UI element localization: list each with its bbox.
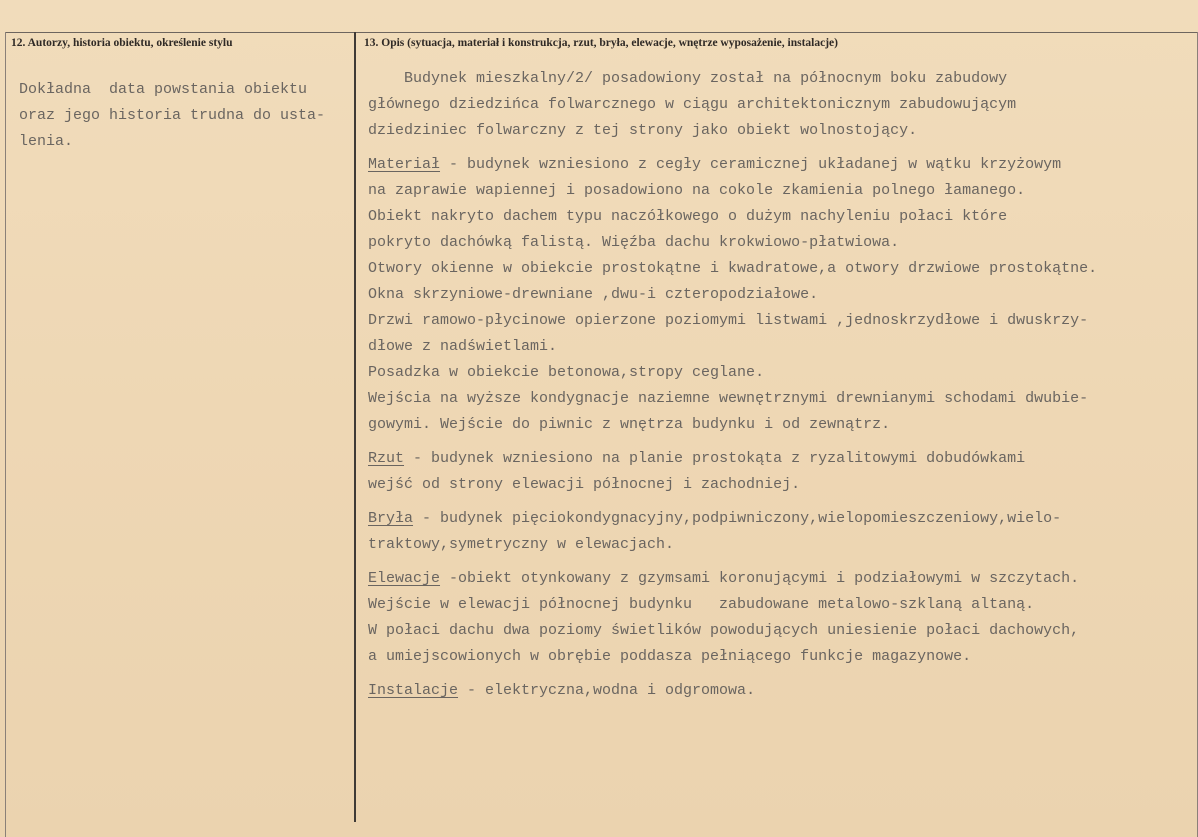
material-line: pokryto dachówką falistą. Więźba dachu krokwiowo-płatwiowa.: [368, 234, 900, 251]
bryla-label: Bryła: [368, 510, 414, 527]
instalacje-first-text: - elektryczna,wodna i odgromowa.: [458, 682, 756, 699]
intro-paragraph: [368, 66, 1193, 144]
bryla-first-line: [368, 506, 1193, 532]
material-line: Okna skrzyniowe-drewniane ,dwu-i czteropodziałowe.: [368, 286, 819, 303]
rzut-first-text: - budynek wzniesiono na planie prostokąta z ryzalitowymi dobudówkami: [404, 450, 1026, 467]
rzut-first-line: [368, 446, 1193, 472]
section-13-body: [368, 66, 1193, 704]
instalacje-paragraph: [368, 678, 1193, 704]
elewacje-line: a umiejscowionych w obrębie poddasza pełniącego funkcje magazynowe.: [368, 648, 972, 665]
elewacje-line: W połaci dachu dwa poziomy świetlików powodujących uniesienie połaci dachowych,: [368, 622, 1080, 639]
material-paragraph: [368, 152, 1193, 438]
section-13-header: 13. Opis (sytuacja, materiał i konstrukcja, rzut, bryła, elewacje, wnętrze wyposażenie, instalacje): [364, 37, 838, 49]
column-divider: [354, 32, 356, 822]
rzut-paragraph: [368, 446, 1193, 498]
left-edge-rule: [5, 32, 6, 837]
elewacje-first-line: [368, 566, 1193, 592]
material-line: na zaprawie wapiennej i posadowiono na cokole zkamienia polnego łamanego.: [368, 182, 1026, 199]
material-line: dłowe z nadświetlami.: [368, 338, 558, 355]
rzut-line: wejść od strony elewacji północnej i zachodniej.: [368, 476, 801, 493]
material-line: Otwory okienne w obiekcie prostokątne i kwadratowe,a otwory drzwiowe prostokątne.: [368, 260, 1098, 277]
material-line: Wejścia na wyższe kondygnacje naziemne wewnętrznymi drewnianymi schodami dwubie-: [368, 390, 1089, 407]
material-first-text: - budynek wzniesiono z cegły ceramicznej układanej w wątku krzyżowym: [440, 156, 1062, 173]
material-line: Drzwi ramowo-płycinowe opierzone poziomymi listwami ,jednoskrzydłowe i dwuskrzy-: [368, 312, 1089, 329]
intro-line: dziedziniec folwarczny z tej strony jako obiekt wolnostojący.: [368, 122, 918, 139]
material-line: Obiekt nakryto dachem typu naczółkowego o dużym nachyleniu połaci które: [368, 208, 1008, 225]
rzut-label: Rzut: [368, 450, 405, 467]
elewacje-line: Wejście w elewacji północnej budynku zabudowane metalowo-szklaną altaną.: [368, 596, 1035, 613]
material-line: Posadzka w obiekcie betonowa,stropy ceglane.: [368, 364, 765, 381]
instalacje-label: Instalacje: [368, 682, 459, 699]
section-12-header: 12. Autorzy, historia obiektu, określenie stylu: [11, 37, 233, 49]
material-line: gowymi. Wejście do piwnic z wnętrza budynku i od zewnątrz.: [368, 416, 891, 433]
bryla-line: traktowy,symetryczny w elewacjach.: [368, 536, 675, 553]
section-12-text: Dokładna data powstania obiektu oraz jego historia trudna do usta- lenia.: [19, 81, 326, 150]
material-label: Materiał: [368, 156, 441, 173]
elewacje-paragraph: [368, 566, 1193, 670]
elewacje-first-text: -obiekt otynkowany z gzymsami koronującymi i podziałowymi w szczytach.: [440, 570, 1080, 587]
bryla-paragraph: [368, 506, 1193, 558]
top-rule: [6, 32, 1198, 33]
instalacje-first-line: [368, 678, 1193, 704]
intro-line: Budynek mieszkalny/2/ posadowiony został na północnym boku zabudowy: [368, 70, 1008, 87]
elewacje-label: Elewacje: [368, 570, 441, 587]
material-first-line: [368, 152, 1193, 178]
bryla-first-text: - budynek pięciokondygnacyjny,podpiwniczony,wielopomieszczeniowy,wielo-: [413, 510, 1062, 527]
intro-line: głównego dziedzińca folwarcznego w ciągu architektonicznym zabudowującym: [368, 96, 1017, 113]
